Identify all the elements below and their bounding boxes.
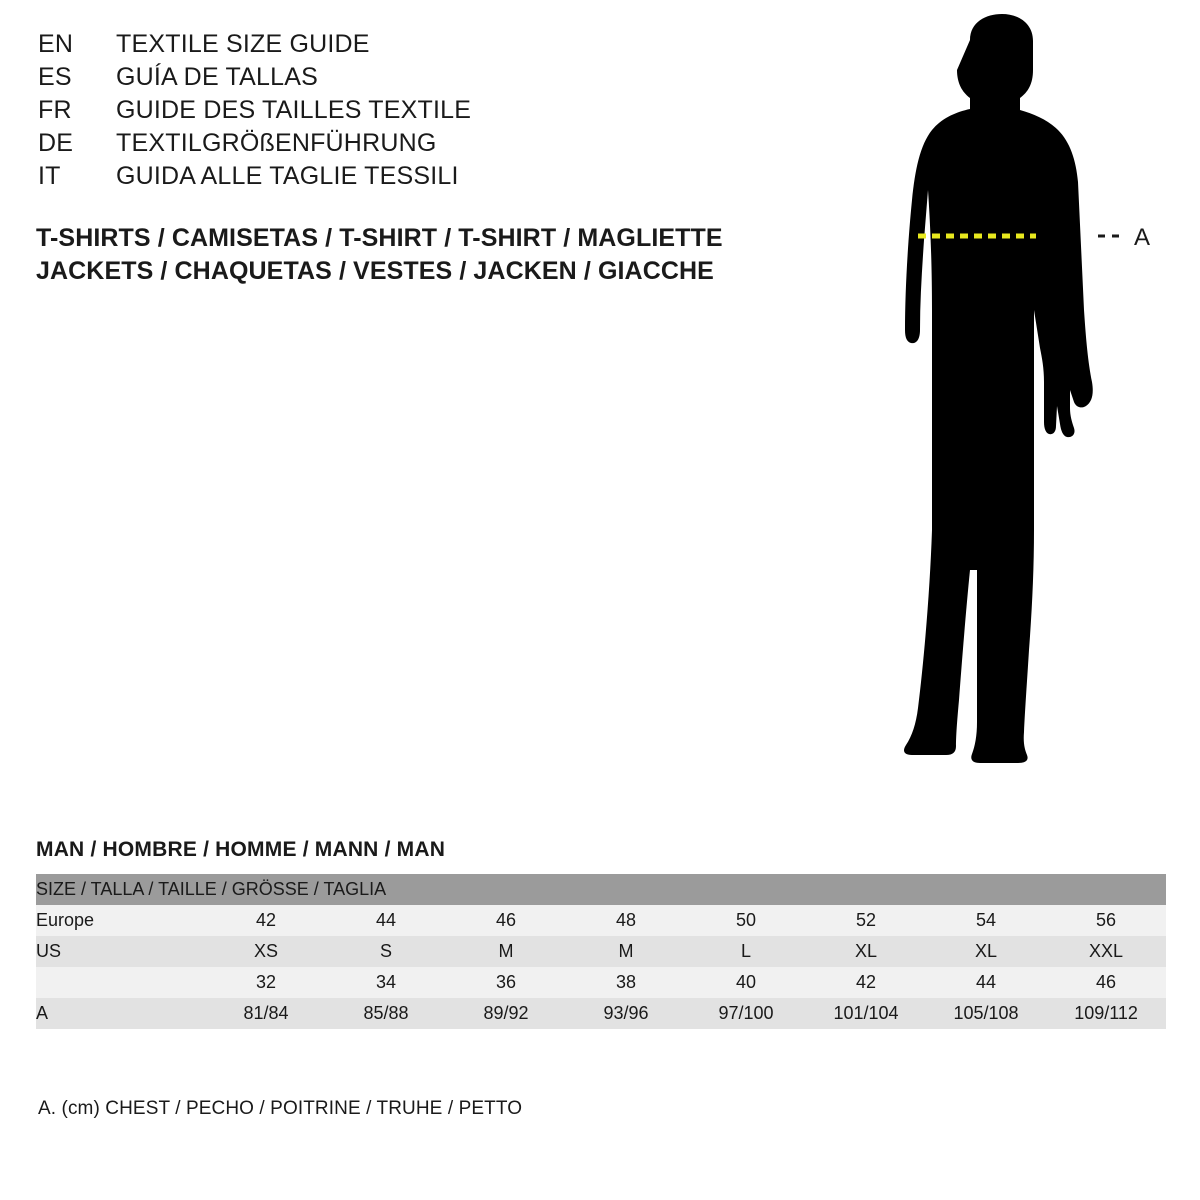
- language-title: GUIDA ALLE TAGLIE TESSILI: [116, 162, 459, 190]
- table-cell: XL: [926, 936, 1046, 967]
- table-cell: 54: [926, 905, 1046, 936]
- language-title: TEXTILE SIZE GUIDE: [116, 30, 370, 58]
- language-code: FR: [38, 96, 72, 124]
- category-jackets: JACKETS / CHAQUETAS / VESTES / JACKEN / GIACCHE: [36, 257, 714, 285]
- language-row: [38, 30, 738, 63]
- measure-label-a: A: [1134, 224, 1151, 251]
- table-cell: 46: [446, 905, 566, 936]
- table-cell: 105/108: [926, 998, 1046, 1029]
- category-tshirts: T-SHIRTS / CAMISETAS / T-SHIRT / T-SHIRT / MAGLIETTE: [36, 224, 723, 252]
- table-cell: 42: [206, 905, 326, 936]
- table-row: [36, 905, 1166, 936]
- table-cell: XL: [806, 936, 926, 967]
- language-code: EN: [38, 30, 74, 58]
- table-cell: 93/96: [566, 998, 686, 1029]
- male-silhouette-icon: [904, 14, 1093, 763]
- size-table: [36, 874, 1166, 1029]
- measurement-footnote: A. (cm) CHEST / PECHO / POITRINE / TRUHE / PETTO: [38, 1098, 523, 1119]
- table-cell: L: [686, 936, 806, 967]
- table-cell: 89/92: [446, 998, 566, 1029]
- language-row: [38, 96, 738, 129]
- table-cell: 32: [206, 967, 326, 998]
- language-title: GUIDE DES TAILLES TEXTILE: [116, 96, 472, 124]
- table-cell: 97/100: [686, 998, 806, 1029]
- language-row: [38, 129, 738, 162]
- table-cell: 38: [566, 967, 686, 998]
- table-row: [36, 936, 1166, 967]
- row-label: [36, 967, 206, 998]
- table-cell: 81/84: [206, 998, 326, 1029]
- language-title: TEXTILGRÖßENFÜHRUNG: [116, 129, 437, 157]
- table-cell: 50: [686, 905, 806, 936]
- table-cell: 42: [806, 967, 926, 998]
- table-cell: M: [566, 936, 686, 967]
- language-row: [38, 63, 738, 96]
- table-cell: XS: [206, 936, 326, 967]
- table-cell: 85/88: [326, 998, 446, 1029]
- table-cell: 44: [326, 905, 446, 936]
- language-code: ES: [38, 63, 72, 91]
- table-cell: 48: [566, 905, 686, 936]
- language-code: DE: [38, 129, 74, 157]
- table-cell: 34: [326, 967, 446, 998]
- row-label: US: [36, 936, 206, 967]
- table-cell: M: [446, 936, 566, 967]
- size-table-section: [36, 838, 1166, 1029]
- table-row: [36, 967, 1166, 998]
- language-row: [38, 162, 738, 195]
- table-cell: S: [326, 936, 446, 967]
- table-cell: 109/112: [1046, 998, 1166, 1029]
- row-label: A: [36, 998, 206, 1029]
- table-cell: 56: [1046, 905, 1166, 936]
- table-cell: 46: [1046, 967, 1166, 998]
- table-cell: 36: [446, 967, 566, 998]
- table-header-label: SIZE / TALLA / TAILLE / GRÖSSE / TAGLIA: [36, 874, 1166, 905]
- language-header-block: [38, 30, 738, 195]
- table-cell: 52: [806, 905, 926, 936]
- category-list: [36, 222, 796, 288]
- table-header-row: [36, 874, 1166, 905]
- table-cell: 40: [686, 967, 806, 998]
- table-section-title: MAN / HOMBRE / HOMME / MANN / MAN: [36, 838, 446, 861]
- table-row: [36, 998, 1166, 1029]
- table-cell: XXL: [1046, 936, 1166, 967]
- language-code: IT: [38, 162, 61, 190]
- body-silhouette-figure: [820, 10, 1180, 800]
- table-cell: 44: [926, 967, 1046, 998]
- row-label: Europe: [36, 905, 206, 936]
- table-cell: 101/104: [806, 998, 926, 1029]
- language-title: GUÍA DE TALLAS: [116, 63, 318, 91]
